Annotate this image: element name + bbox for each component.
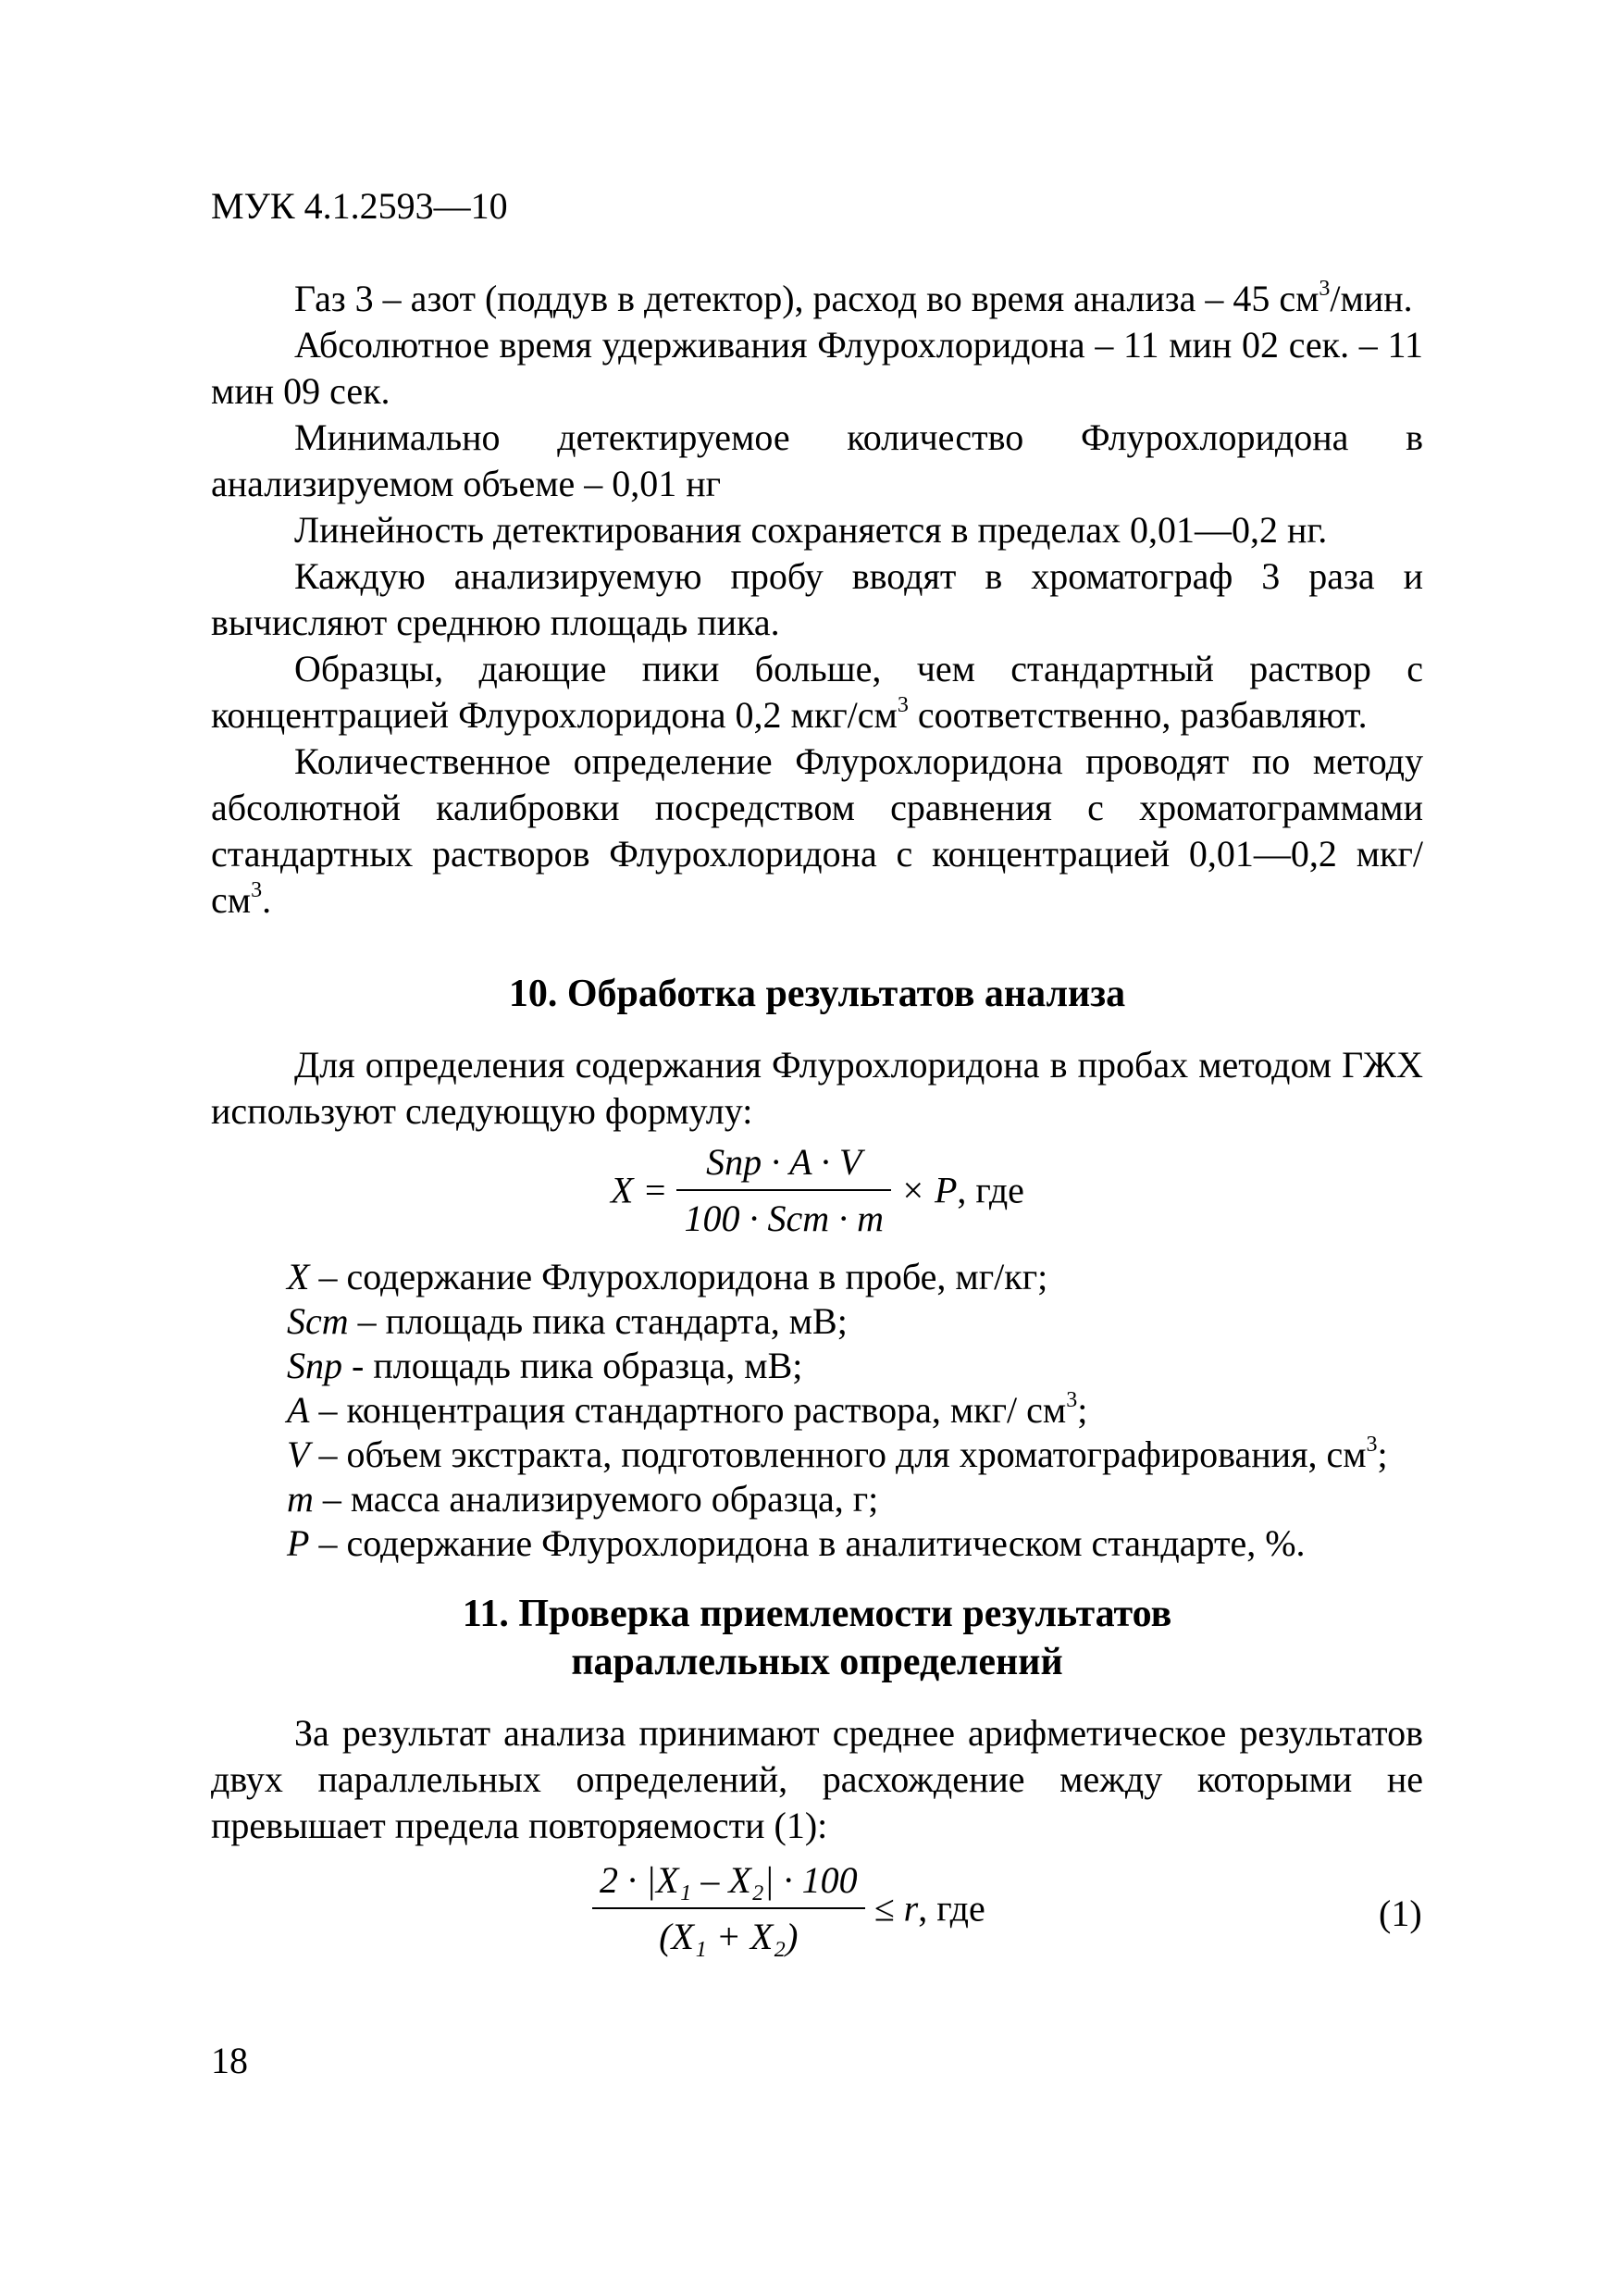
formula-repeatability — [592, 1858, 985, 1958]
formula-x — [611, 1140, 1024, 1240]
legend-tail: ; — [1377, 1433, 1388, 1475]
formula-suffix: , где — [918, 1887, 985, 1930]
paragraph-injection: Каждую анализируемую пробу вводят в хроматограф 3 раза и вычисляют среднюю площадь пика. — [211, 555, 1423, 643]
legend-tail: ; — [1077, 1389, 1088, 1431]
paragraph-retention-time: Абсолютное время удерживания Флурохлоридона – 11 мин 02 сек. – 11 мин 09 сек. — [211, 324, 1423, 412]
section-10-intro: Для определения содержания Флурохлоридона в пробах методом ГЖХ используют следующую формулу: — [211, 1044, 1423, 1132]
legend-text: – концентрация стандартного раствора, мкг/ см — [309, 1389, 1067, 1431]
legend-text: – масса анализируемого образца, г; — [313, 1478, 879, 1520]
section-10-title: 10. Обработка результатов анализа — [508, 973, 1126, 1015]
superscript: 3 — [1066, 1387, 1078, 1412]
page-number: 18 — [211, 2040, 248, 2081]
legend-symbol: X — [287, 1256, 310, 1297]
legend-item — [211, 1477, 1423, 1521]
paragraph-gas3 — [211, 276, 1423, 322]
legend-item — [211, 1255, 1423, 1299]
legend-symbol: Snp — [287, 1345, 342, 1386]
legend-symbol: A — [287, 1389, 310, 1431]
paragraph-linearity: Линейность детектирования сохраняется в пределах 0,01—0,2 нг. — [294, 509, 1328, 551]
running-header: МУК 4.1.2593—10 — [211, 185, 508, 227]
formula-denominator: 100 · Sст · m — [684, 1198, 884, 1239]
section-11-title-line2: параллельных определений — [571, 1641, 1063, 1683]
legend-item — [211, 1344, 1423, 1388]
section-10 — [211, 970, 1423, 1135]
superscript: 3 — [251, 877, 263, 902]
body-text-top — [211, 276, 1423, 924]
section-11-intro: За результат анализа принимают среднее арифметическое результатов двух параллельных определений, расхождение между которыми не превышает предела повторяемости (1): — [211, 1712, 1423, 1846]
legend-item — [211, 1521, 1423, 1566]
superscript: 3 — [1366, 1432, 1378, 1457]
legend-text: – объем экстракта, подготовленного для хроматографирования, см — [309, 1433, 1367, 1475]
formula-numerator: 2 · |X₁ – X₂| · 100 — [592, 1858, 865, 1909]
superscript: 3 — [897, 692, 909, 717]
formula-denominator: (X₁ + X₂) — [659, 1916, 799, 1957]
legend-item — [211, 1433, 1423, 1477]
formula-suffix: , где — [957, 1169, 1024, 1211]
formula-rhs: ≤ r — [873, 1887, 919, 1930]
paragraph-min-detect: Минимально детектируемое количество Флурохлоридона в анализируемом объеме – 0,01 нг — [211, 416, 1423, 504]
legend-item — [211, 1388, 1423, 1433]
paragraph-dilution-text: Образцы, дающие пики больше, чем стандартный раствор с концентрацией Флурохлоридона 0,2 мкг/см — [211, 648, 1423, 736]
formula-rhs: × P — [899, 1169, 958, 1211]
legend-item — [211, 1299, 1423, 1344]
legend-symbol: P — [287, 1522, 310, 1564]
paragraph-quantitation-tail: . — [262, 879, 272, 921]
variable-legend — [211, 1255, 1423, 1566]
legend-text: – содержание Флурохлоридона в аналитическом стандарте, %. — [309, 1522, 1306, 1564]
legend-text: – площадь пика стандарта, мВ; — [348, 1300, 848, 1342]
paragraph-dilution — [211, 646, 1423, 738]
formula-fraction — [592, 1858, 865, 1958]
legend-symbol: V — [287, 1433, 310, 1475]
legend-text: - площадь пика образца, мВ; — [342, 1345, 803, 1386]
equation-number: (1) — [1379, 1893, 1422, 1934]
superscript: 3 — [1319, 276, 1331, 301]
section-11-title-line1: 11. Проверка приемлемости результатов — [462, 1593, 1172, 1635]
paragraph-quantitation — [211, 738, 1423, 924]
legend-text: – содержание Флурохлоридона в пробе, мг/кг; — [309, 1256, 1048, 1297]
legend-symbol: Scm — [287, 1300, 349, 1342]
paragraph-gas3-tail: /мин. — [1330, 278, 1413, 319]
formula-fraction — [676, 1140, 891, 1240]
legend-symbol: m — [287, 1478, 314, 1520]
paragraph-quantitation-text: Количественное определение Флурохлоридона проводят по методу абсолютной калибровки посредством сравнения с хроматограммами стандартных растворов Флурохлоридона с концентрацией 0,01—0,2 мкг/см — [211, 740, 1423, 921]
paragraph-gas3-text: Газ 3 – азот (поддув в детектор), расход во время анализа – 45 см — [294, 278, 1319, 319]
section-11 — [211, 1590, 1423, 1849]
paragraph-dilution-tail: соответственно, разбавляют. — [908, 694, 1368, 736]
formula-lhs: X = — [611, 1169, 668, 1211]
formula-numerator: Sпр · A · V — [676, 1140, 891, 1191]
